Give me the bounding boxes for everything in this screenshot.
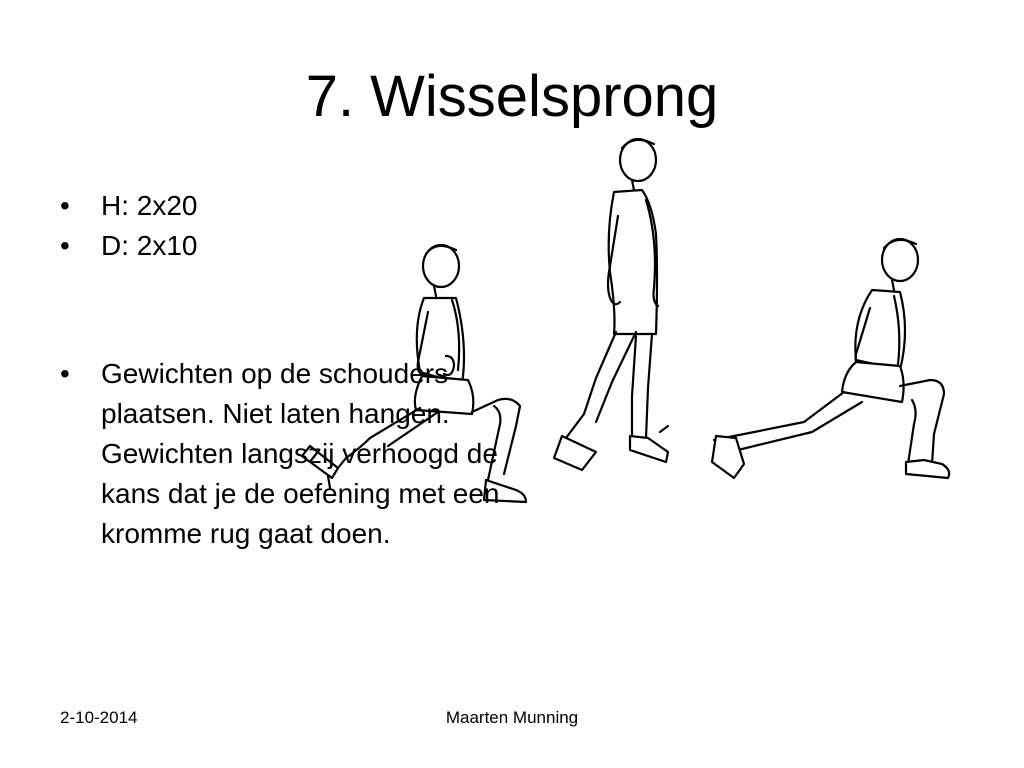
footer-date: 2-10-2014 — [60, 708, 138, 727]
bullet-marker: • — [60, 230, 70, 261]
footer-author: Maarten Munning — [445, 708, 579, 727]
bullet-text: H: 2x20 — [101, 190, 198, 221]
bullet-text: D: 2x10 — [101, 230, 198, 261]
bullet-item-herhalingen — [60, 186, 500, 226]
bullet-list — [60, 186, 500, 554]
slide-title: 7. Wisselsprong — [305, 64, 719, 129]
figure-jump-center — [554, 139, 668, 470]
bullet-item-dames — [60, 226, 500, 266]
bullet-marker: • — [60, 358, 70, 389]
figure-lunge-right — [712, 239, 949, 478]
bullet-marker: • — [60, 190, 70, 221]
bullet-text: Gewichten op de schouders plaatsen. Niet laten hangen. Gewichten langszij verhoogd de kans dat je de oefening met een kromme rug gaat doen. — [101, 358, 500, 549]
bullet-item-instruction — [60, 354, 500, 554]
